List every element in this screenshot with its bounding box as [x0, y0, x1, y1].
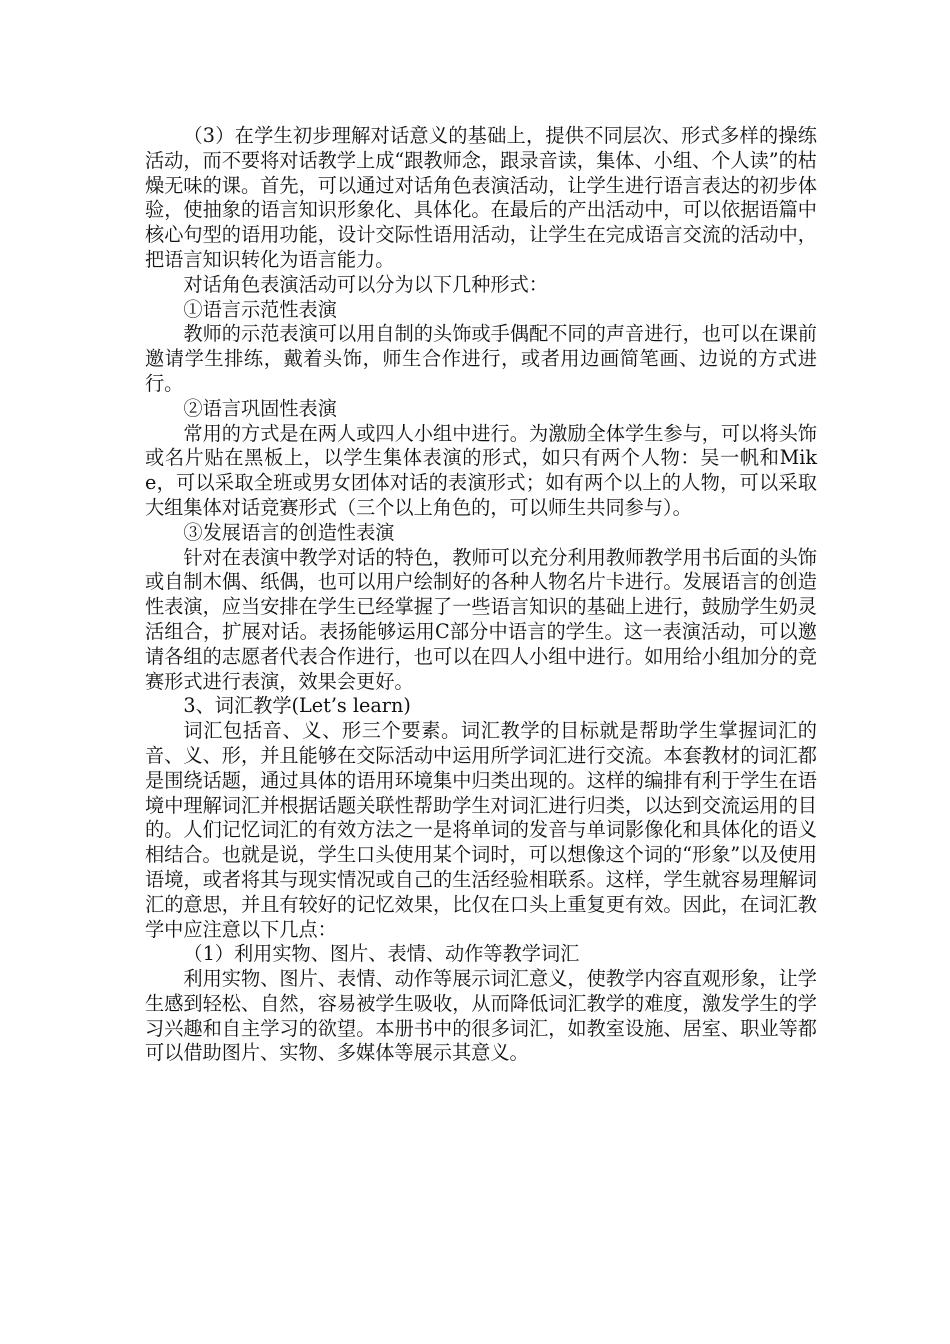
paragraph-dialogue-practice: （3）在学生初步理解对话意义的基础上，提供不同层次、形式多样的操练活动，而不要将对话教学上成“跟教师念，跟录音读，集体、小组、个人读”的枯燥无味的课。首先，可以通过对话角色表演活动，让学生进行语言表达的初步体验，使抽象的语言知识形象化、具体化。在最后的产出活动中，可以依据语篇中核心句型的语用功能，设计交际性语用活动，让学生在完成语言交流的活动中，把语言知识转化为语言能力。	[145, 124, 817, 271]
paragraph-vocabulary-teaching: 词汇包括音、义、形三个要素。词汇教学的目标就是帮助学生掌握词汇的音、义、形，并且能够在交际活动中运用所学词汇进行交流。本套教材的词汇都是围绕话题，通过具体的语用环境集中归类出现的。这样的编排有利于学生在语境中理解词汇并根据话题关联性帮助学生对词汇进行归类，以达到交流运用的目的。人们记忆词汇的有效方法之一是将单词的发音与单词影像化和具体化的语义相结合。也就是说，学生口头使用某个词时，可以想像这个词的“形象”以及使用语境，或者将其与现实情况或自己的生活经验相联系。这样，学生就容易理解词汇的意思，并且有较好的记忆效果，比仅在口头上重复更有效。因此，在词汇教学中应注意以下几点：	[145, 719, 817, 941]
document-page	[145, 124, 817, 1066]
paragraph-creative-performance: 针对在表演中教学对话的特色，教师可以充分利用教师教学用书后面的头饰或自制木偶、纸偶，也可以用户绘制好的各种人物名片卡进行。发展语言的创造性表演，应当安排在学生已经掌握了一些语言知识的基础上进行，鼓励学生奶灵活组合，扩展对话。表扬能够运用C部分中语言的学生。这一表演活动，可以邀请各组的志愿者代表合作进行，也可以在四人小组中进行。如用给小组加分的竞赛形式进行表演，效果会更好。	[145, 545, 817, 693]
heading-creative-performance: ③发展语言的创造性表演	[183, 520, 395, 544]
paragraph-demonstration-performance: 教师的示范表演可以用自制的头饰或手偶配不同的声音进行，也可以在课前邀请学生排练，戴着头饰，师生合作进行，或者用边画简笔画、边说的方式进行。	[145, 322, 817, 395]
paragraph-roleplay-forms: 对话角色表演活动可以分为以下几种形式：	[183, 272, 548, 296]
paragraph-teaching-with-objects: 利用实物、图片、表情、动作等展示词汇意义，使教学内容直观形象，让学生感到轻松、自然，容易被学生吸收，从而降低词汇教学的难度，激发学生的学习兴趣和自主学习的欲望。本册书中的很多词汇，如教室设施、居室、职业等都可以借助图片、实物、多媒体等展示其意义。	[145, 967, 817, 1065]
heading-consolidation-performance: ②语言巩固性表演	[183, 396, 337, 420]
heading-vocabulary-teaching: 3、词汇教学(Let’s learn)	[183, 694, 411, 718]
heading-teaching-with-objects: （1）利用实物、图片、表情、动作等教学词汇	[183, 942, 580, 966]
heading-demonstration-performance: ①语言示范性表演	[183, 297, 337, 321]
paragraph-consolidation-performance: 常用的方式是在两人或四人小组中进行。为激励全体学生参与，可以将头饰或名片贴在黑板上，以学生集体表演的形式，如只有两个人物：吴一帆和Mike，可以采取全班或男女团体对话的表演形式；如有两个以上的人物，可以采取大组集体对话竞赛形式（三个以上角色的，可以师生共同参与）。	[145, 421, 817, 519]
